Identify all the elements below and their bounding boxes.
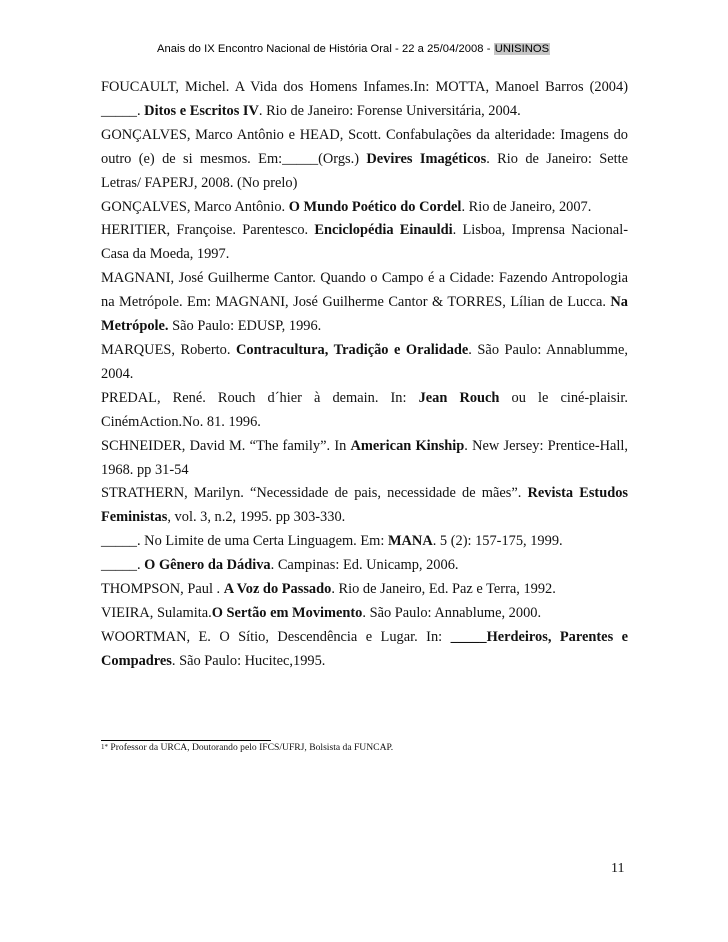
- reference-title: American Kinship: [350, 437, 465, 454]
- reference-text: . Campinas: Ed. Unicamp, 2006.: [270, 557, 459, 574]
- reference-text: THOMPSON, Paul .: [101, 581, 224, 598]
- reference-title: O Gênero da Dádiva: [144, 557, 271, 574]
- reference-entry: [101, 387, 628, 435]
- reference-title: Ditos e Escritos IV: [144, 102, 259, 119]
- reference-text: WOORTMAN, E. O Sítio, Descendência e Lugar. In:: [101, 628, 451, 645]
- reference-entry: [101, 339, 628, 387]
- reference-text: HERITIER, Françoise. Parentesco.: [101, 222, 315, 239]
- reference-text: _____. No Limite de uma Certa Linguagem. Em:: [101, 533, 388, 550]
- reference-title: Enciclopédia Einauldi: [314, 222, 453, 239]
- reference-text: STRATHERN, Marilyn. “Necessidade de pais, necessidade de mães”.: [101, 485, 528, 502]
- reference-entry: [101, 530, 628, 554]
- reference-entry: [101, 482, 628, 530]
- reference-list: [101, 76, 628, 674]
- reference-entry: [101, 602, 628, 626]
- reference-title: MANA: [387, 533, 433, 550]
- reference-text: . Rio de Janeiro: Sette Letras/ FAPERJ, 2008. (No prelo): [101, 150, 628, 191]
- reference-text: . São Paulo: Annablumme, 2004.: [101, 341, 628, 382]
- reference-entry: [101, 219, 628, 267]
- reference-text: . Rio de Janeiro, 2007.: [461, 198, 592, 215]
- reference-text: SCHNEIDER, David M. “The family”. In: [101, 437, 351, 454]
- reference-title: Devires Imagéticos: [366, 150, 487, 167]
- reference-text: GONÇALVES, Marco Antônio e HEAD, Scott. Confabulações da alteridade: Imagens do outro (e) de si mesmos. Em:_____(Orgs.): [101, 126, 628, 167]
- reference-entry: [101, 124, 628, 196]
- reference-text: . Rio de Janeiro: Forense Universitária, 2004.: [258, 102, 521, 119]
- reference-entry: [101, 435, 628, 483]
- reference-text: PREDAL, René. Rouch d´hier à demain. In:: [101, 389, 419, 406]
- reference-text: . 5 (2): 157-175, 1999.: [432, 533, 563, 550]
- footnote-marker: 1*: [101, 743, 108, 751]
- footnote-divider: [101, 740, 271, 741]
- reference-text: FOUCAULT, Michel. A Vida dos Homens Infames.In: MOTTA, Manoel Barros (2004) _____.: [101, 79, 628, 119]
- reference-entry: [101, 196, 628, 220]
- reference-title: A Voz do Passado: [223, 581, 332, 598]
- footnote: [101, 742, 393, 754]
- reference-title: Na Metrópole.: [101, 294, 628, 335]
- reference-entry: [101, 626, 628, 674]
- reference-text: . Lisboa, Imprensa Nacional-Casa da Moeda, 1997.: [101, 222, 628, 263]
- reference-entry: [101, 578, 628, 602]
- reference-text: MARQUES, Roberto.: [101, 341, 236, 358]
- reference-text: , vol. 3, n.2, 1995. pp 303-330.: [167, 509, 346, 526]
- footnote-text: Professor da URCA, Doutorando pelo IFCS/UFRJ, Bolsista da FUNCAP.: [108, 742, 394, 753]
- running-header: [157, 43, 550, 55]
- header-text: Anais do IX Encontro Nacional de História Oral - 22 a 25/04/2008 -: [157, 43, 494, 55]
- reference-title: O Mundo Poético do Cordel: [288, 198, 462, 215]
- reference-text: GONÇALVES, Marco Antônio.: [101, 198, 289, 215]
- reference-text: MAGNANI, José Guilherme Cantor. Quando o Campo é a Cidade: Fazendo Antropologia na Metrópole. Em: MAGNANI, José Guilherme Cantor & TORRES, Lílian de Lucca.: [101, 270, 628, 311]
- page-number: 11: [611, 861, 625, 876]
- reference-text: São Paulo: EDUSP, 1996.: [168, 318, 322, 335]
- reference-text: . Rio de Janeiro, Ed. Paz e Terra, 1992.: [331, 581, 556, 598]
- reference-title: Revista Estudos Feministas: [101, 485, 629, 526]
- reference-entry: [101, 76, 628, 124]
- reference-text: ou le ciné-plaisir. CinémAction.No. 81. 1996.: [101, 389, 628, 430]
- reference-title: Jean Rouch: [418, 389, 500, 406]
- header-highlight: UNISINOS: [494, 43, 550, 55]
- reference-entry: [101, 554, 628, 578]
- reference-text: . São Paulo: Annablume, 2000.: [362, 604, 542, 621]
- reference-title: Contracultura, Tradição e Oralidade: [235, 341, 469, 358]
- reference-entry: [101, 267, 628, 339]
- reference-text: . São Paulo: Hucitec,1995.: [171, 652, 326, 669]
- reference-text: . New Jersey: Prentice-Hall, 1968. pp 31-54: [101, 437, 629, 478]
- reference-text: _____.: [101, 557, 145, 574]
- reference-title: O Sertão em Movimento: [211, 604, 363, 621]
- reference-title: _____Herdeiros, Parentes e Compadres: [101, 628, 628, 669]
- reference-text: VIEIRA, Sulamita.: [101, 604, 212, 621]
